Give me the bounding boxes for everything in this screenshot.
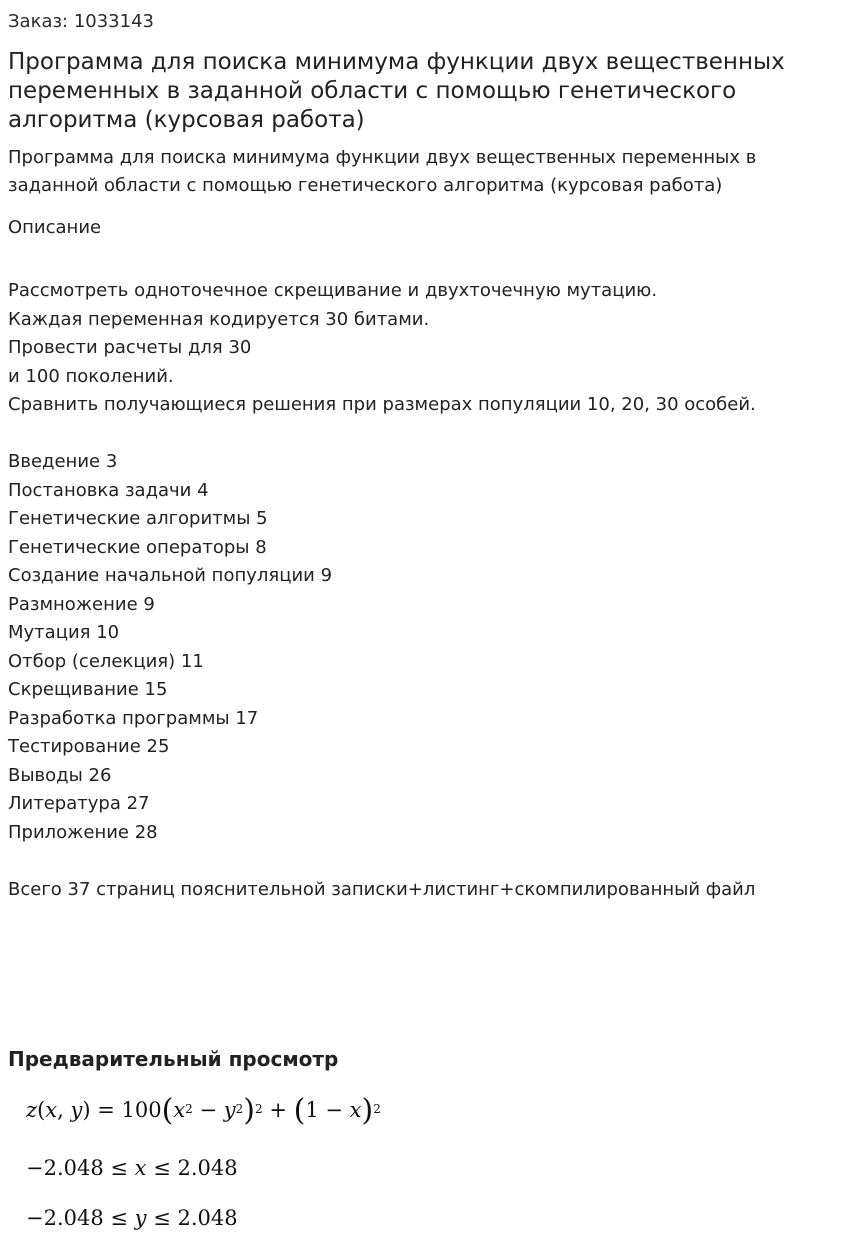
formula-close-args: ) — [82, 1098, 91, 1122]
body-line: Провести расчеты для 30 — [8, 337, 252, 358]
constraint-x-left: −2.048 ≤ — [26, 1156, 135, 1180]
description-body — [8, 277, 838, 904]
formula-one-minus: 1 − — [305, 1098, 350, 1122]
body-line: Отбор (селекция) 11 — [8, 650, 204, 672]
constraint-y-var: y — [134, 1206, 147, 1230]
body-line: Всего 37 страниц пояснительной записки+листинг+скомпилированный файл — [8, 878, 756, 900]
formula-x-squared: x — [173, 1098, 186, 1122]
formula-exp-outer-2: 2 — [373, 1102, 381, 1116]
constraint-x-var: x — [134, 1156, 147, 1180]
body-line — [8, 847, 838, 876]
body-line: Рассмотреть одноточечное скрещивание и двухточечную мутацию. — [8, 280, 658, 301]
constraint-y — [26, 1203, 238, 1233]
formula-minus: − — [192, 1098, 224, 1122]
constraint-x-right: ≤ 2.048 — [146, 1156, 238, 1180]
formula-equals: = — [90, 1098, 122, 1122]
formula-rparen: ) — [243, 1093, 255, 1128]
formula-plus: + — [262, 1098, 294, 1122]
formula-y-squared: y — [223, 1098, 236, 1122]
formula-exp-x: 2 — [185, 1102, 193, 1116]
preview-heading: Предварительный просмотр — [8, 1047, 339, 1071]
constraint-y-right: ≤ 2.048 — [146, 1206, 238, 1230]
body-line: Приложение 28 — [8, 821, 158, 843]
formula-z: z — [26, 1098, 38, 1122]
body-line: Постановка задачи 4 — [8, 479, 209, 501]
body-line: Скрещивание 15 — [8, 679, 168, 700]
formula-lparen-2: ( — [293, 1093, 306, 1128]
formula-coefficient: 100 — [121, 1098, 162, 1122]
body-line: Создание начальной популяции 9 — [8, 565, 333, 586]
formula-rparen-2: ) — [361, 1093, 374, 1128]
formula-open-args: ( — [37, 1098, 46, 1122]
formula-x-term: x — [349, 1098, 362, 1122]
body-line: Выводы 26 — [8, 764, 112, 786]
body-line: Сравнить получающиеся решения при размерах популяции 10, 20, 30 особей. — [8, 394, 756, 415]
formula-comma: , — [57, 1098, 71, 1122]
formula-arg-y: y — [70, 1098, 83, 1122]
description-heading: Описание — [8, 217, 102, 238]
page-title: Программа для поиска минимума функции двух вещественных переменных в заданной области с помощью генетического алгоритма (курсовая работа) — [8, 49, 785, 133]
formula-exp-outer: 2 — [255, 1102, 263, 1116]
body-line: Каждая переменная кодируется 30 битами. — [8, 308, 430, 330]
formula-exp-y: 2 — [235, 1102, 244, 1116]
page-subtitle: Программа для поиска минимума функции двух вещественных переменных в заданной области с помощью генетического алгоритма (курсовая работа) — [8, 147, 757, 196]
order-number: Заказ: 1033143 — [8, 11, 154, 32]
body-line: Мутация 10 — [8, 622, 120, 643]
body-line: Введение 3 — [8, 451, 118, 472]
body-line: Генетические алгоритмы 5 — [8, 508, 268, 529]
objective-formula — [26, 1088, 381, 1128]
constraint-x — [26, 1153, 238, 1183]
body-line — [8, 420, 838, 449]
body-line: и 100 поколений. — [8, 365, 174, 387]
body-line: Разработка программы 17 — [8, 707, 259, 729]
constraint-y-left: −2.048 ≤ — [26, 1206, 135, 1230]
formula-lparen: ( — [161, 1093, 174, 1128]
formula-arg-x: x — [45, 1098, 58, 1122]
body-line: Размножение 9 — [8, 593, 155, 615]
body-line: Генетические операторы 8 — [8, 536, 267, 558]
body-line: Литература 27 — [8, 793, 150, 814]
body-line: Тестирование 25 — [8, 736, 170, 757]
